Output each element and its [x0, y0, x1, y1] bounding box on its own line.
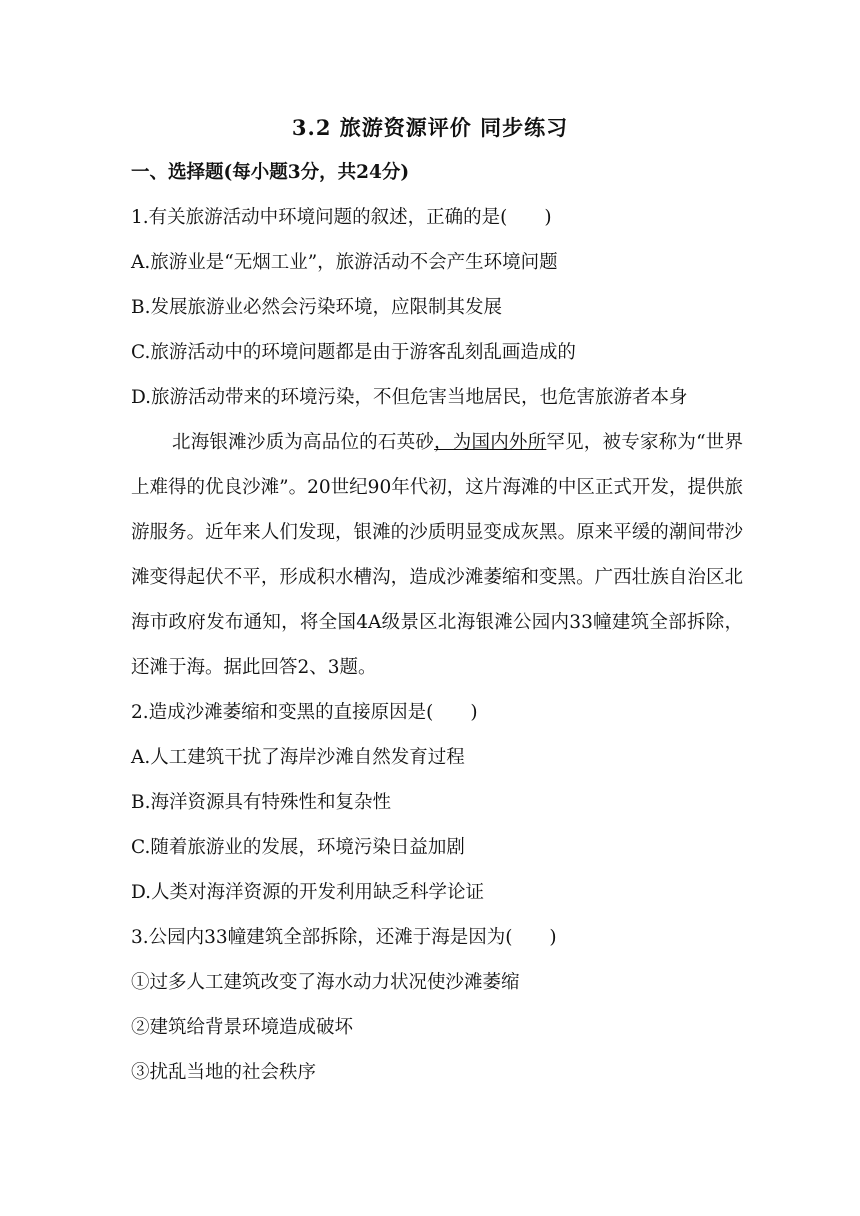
question-1-option-b: B.发展旅游业必然会污染环境，应限制其发展 — [131, 297, 502, 318]
question-3-statement-3: ③扰乱当地的社会秩序 — [131, 1062, 317, 1083]
question-2-stem: 2.造成沙滩萎缩和变黑的直接原因是( ) — [131, 702, 478, 723]
section-heading: 一、选择题(每小题3分，共24分) — [131, 162, 410, 183]
reading-passage — [131, 420, 743, 690]
question-1-option-c: C.旅游活动中的环境问题都是由于游客乱刻乱画造成的 — [131, 342, 576, 363]
question-2-option-d: D.人类对海洋资源的开发利用缺乏科学论证 — [131, 882, 485, 903]
question-1-option-a: A.旅游业是“无烟工业”，旅游活动不会产生环境问题 — [131, 252, 558, 273]
question-1-stem: 1.有关旅游活动中环境问题的叙述，正确的是( ) — [131, 207, 552, 228]
question-3-statement-1: ①过多人工建筑改变了海水动力状况使沙滩萎缩 — [131, 972, 520, 993]
passage-text-start: 北海银滩沙质为高品位的石英砂 — [172, 432, 435, 453]
question-2-option-a: A.人工建筑干扰了海岸沙滩自然发育过程 — [131, 747, 465, 768]
question-3-stem: 3.公园内33幢建筑全部拆除，还滩于海是因为( ) — [131, 927, 557, 948]
passage-text-rest: 罕见，被专家称为“世界上难得的优良沙滩”。20世纪90年代初，这片海滩的中区正式开发，提供旅游服务。近年来人们发现，银滩的沙质明显变成灰黑。原来平缓的潮间带沙滩变得起伏不平，形成积水槽沟，造成沙滩萎缩和变黑。广西壮族自治区北海市政府发布通知，将全国4A级景区北海银滩公园内33幢建筑全部拆除，还滩于海。据此回答2、3题。 — [131, 432, 743, 678]
page-title: 3.2 旅游资源评价 同步练习 — [291, 115, 569, 140]
question-1-option-d: D.旅游活动带来的环境污染，不但危害当地居民，也危害旅游者本身 — [131, 387, 688, 408]
question-3-statement-2: ②建筑给背景环境造成破坏 — [131, 1017, 354, 1038]
passage-underlined-text: ，为国内外所 — [434, 432, 547, 453]
question-2-option-b: B.海洋资源具有特殊性和复杂性 — [131, 792, 391, 813]
question-2-option-c: C.随着旅游业的发展，环境污染日益加剧 — [131, 837, 465, 858]
